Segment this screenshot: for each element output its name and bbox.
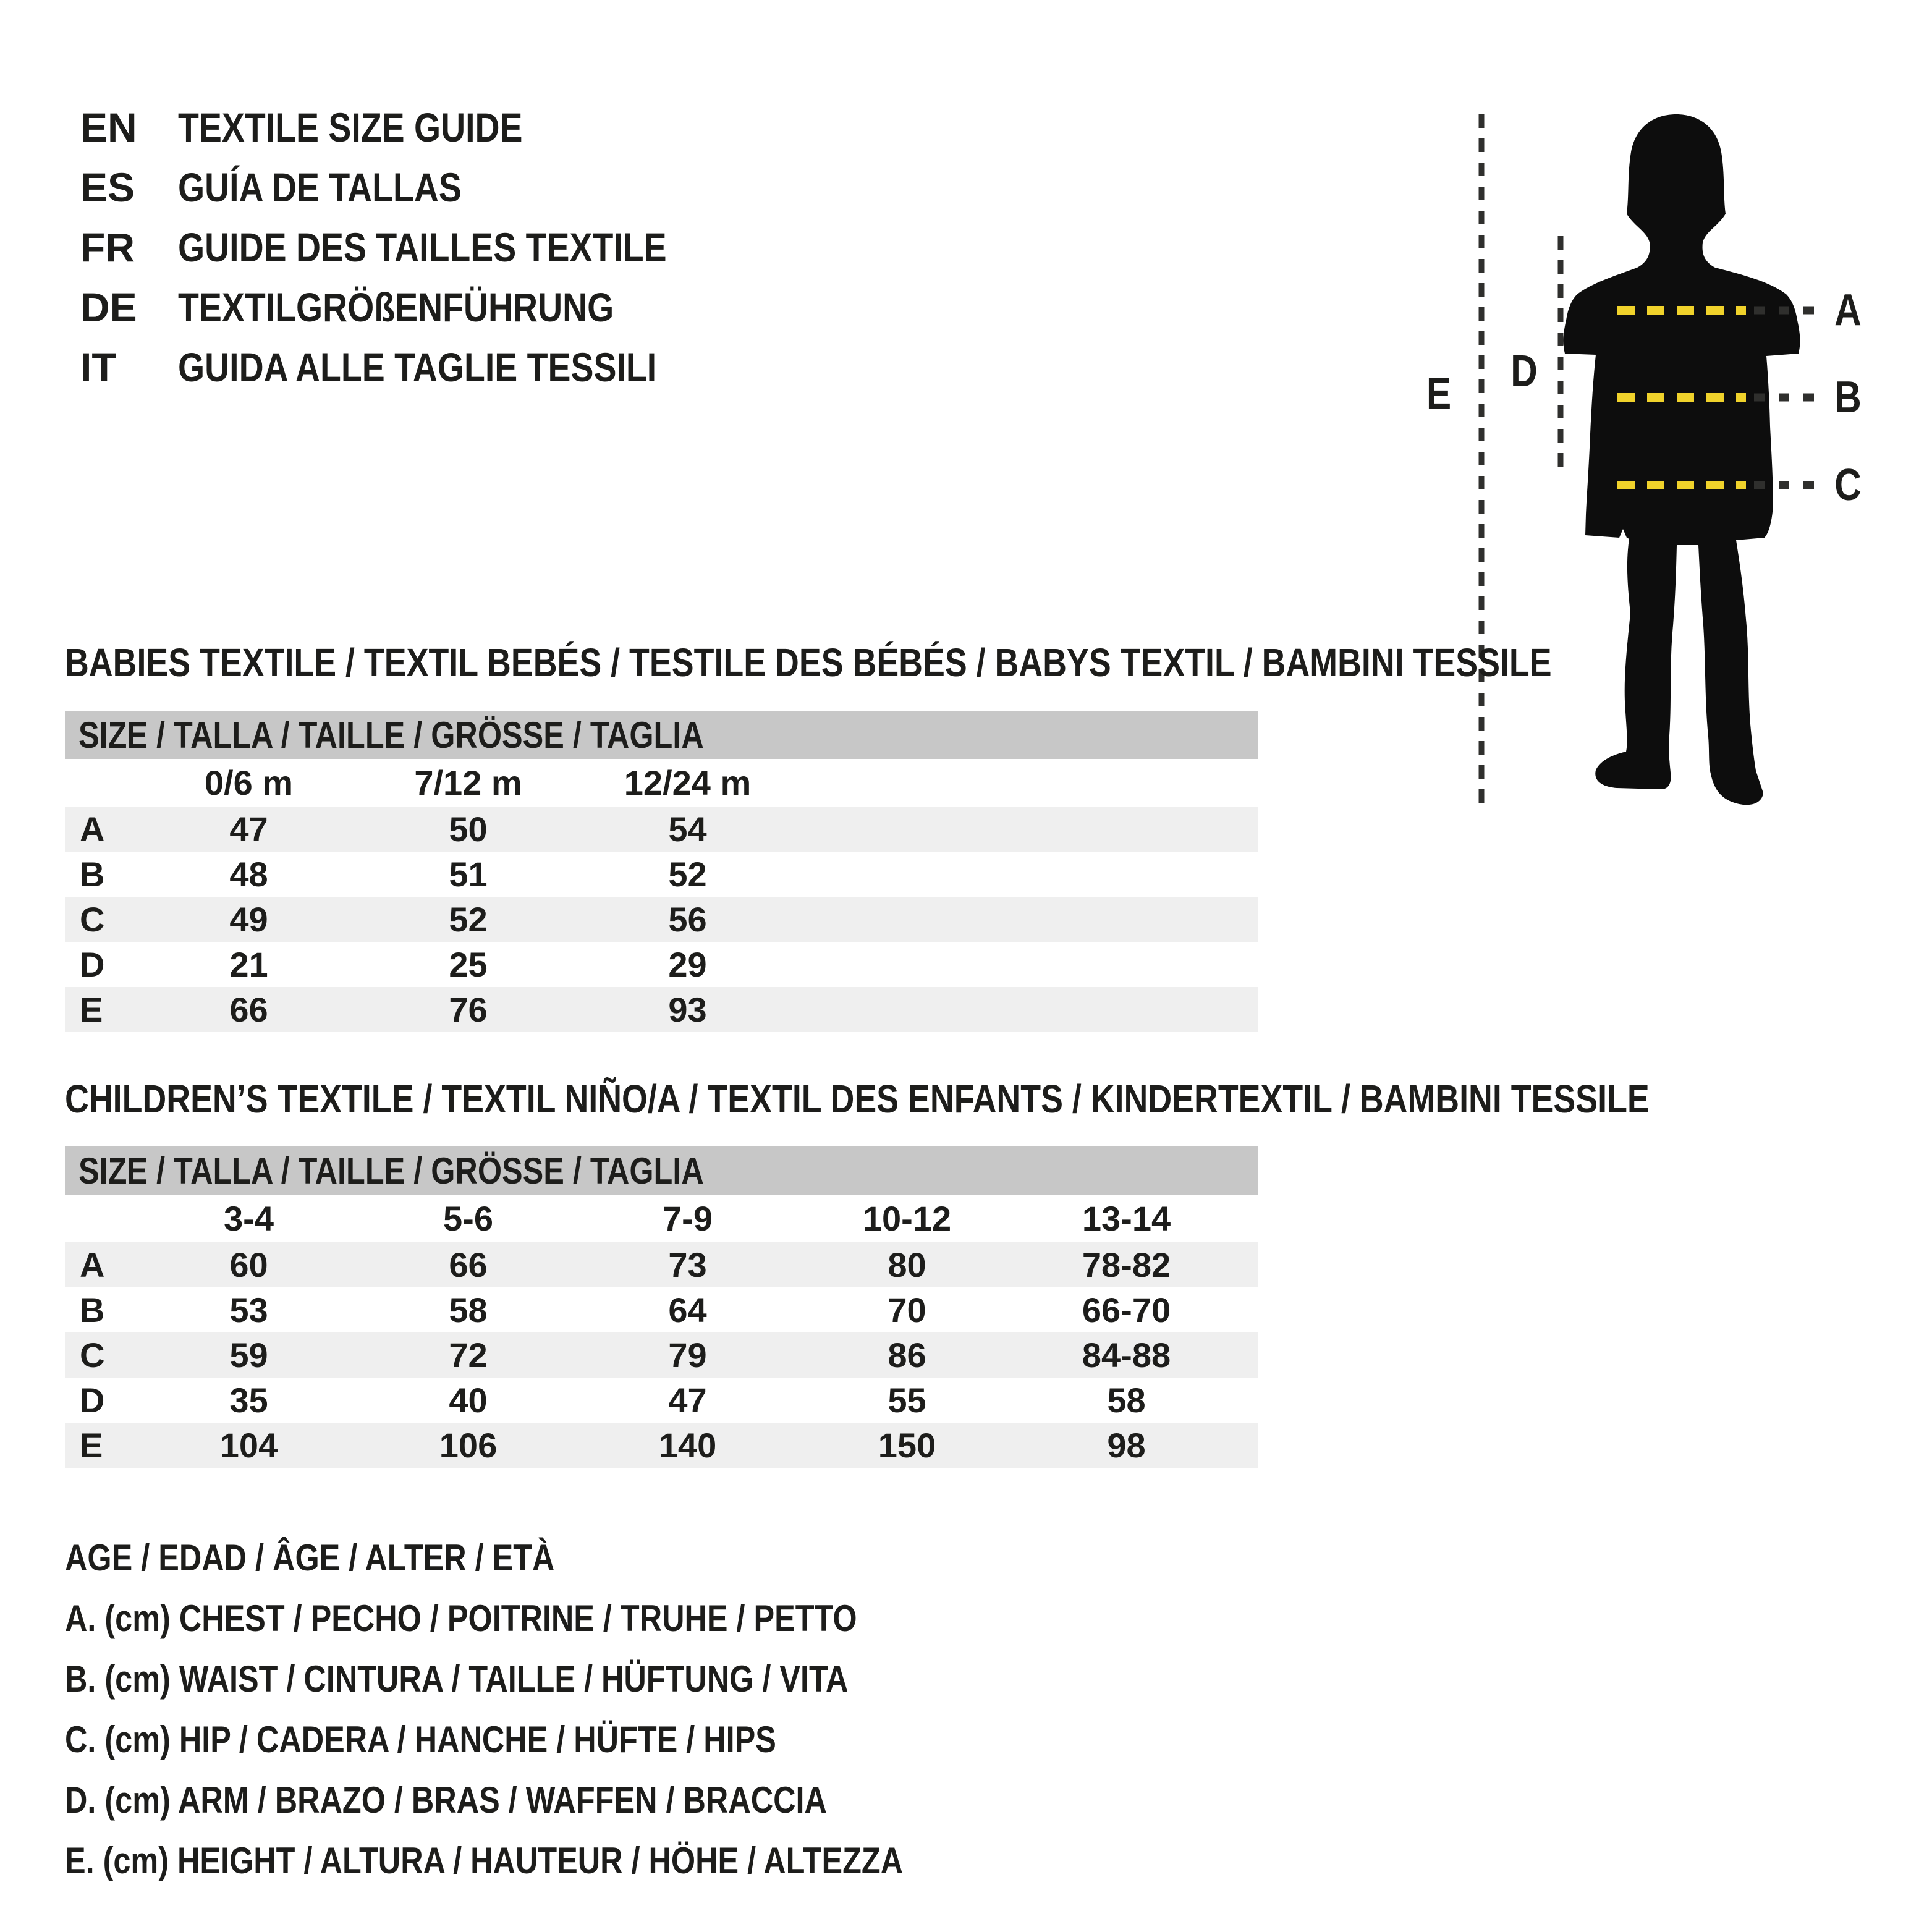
table-row: [65, 1287, 1258, 1332]
lang-row-de: [80, 277, 760, 337]
chest-label: A: [1834, 286, 1862, 335]
legend-age: AGE / EDAD / ÂGE / ALTER / ETÀ: [65, 1536, 555, 1578]
cell: 56: [578, 897, 797, 942]
cell: 55: [888, 1381, 926, 1420]
lang-title: GUIDE DES TAILLES TEXTILE: [178, 224, 667, 270]
row-label: E: [65, 1423, 139, 1468]
arm-label: D: [1510, 347, 1538, 396]
cell: 47: [139, 807, 358, 852]
babies-table: [65, 711, 1258, 1032]
column-header: 13-14: [1082, 1199, 1171, 1238]
cell: 70: [888, 1290, 926, 1329]
row-label: A: [65, 1242, 139, 1287]
table-row: [65, 1242, 1258, 1287]
cell: 78-82: [1017, 1242, 1236, 1287]
column-header: 7/12 m: [414, 763, 522, 802]
cell: 48: [229, 855, 268, 894]
row-label: B: [80, 855, 105, 894]
cell: 58: [449, 1290, 488, 1329]
table-row: [65, 987, 1258, 1032]
cell: 84-88: [1017, 1332, 1236, 1378]
lang-row-en: [80, 97, 760, 157]
cell: 66: [139, 987, 358, 1032]
cell: 80: [797, 1242, 1017, 1287]
cell: 52: [668, 855, 707, 894]
children-table: [65, 1146, 1258, 1468]
height-label: E: [1426, 369, 1452, 418]
lang-row-fr: [80, 217, 760, 277]
child-silhouette: [1564, 114, 1800, 805]
legend-chest: A. (cm) CHEST / PECHO / POITRINE / TRUHE / PETTO: [65, 1597, 857, 1639]
cell: 106: [358, 1423, 578, 1468]
cell: 52: [358, 897, 578, 942]
legend-waist: B. (cm) WAIST / CINTURA / TAILLE / HÜFTUNG / VITA: [65, 1658, 849, 1700]
children-size-header-row: [65, 1195, 1258, 1242]
lang-code: IT: [80, 344, 117, 390]
children-section-title: CHILDREN’S TEXTILE / TEXTIL NIÑO/A / TEXTIL DES ENFANTS / KINDERTEXTIL / BAMBINI TESSILE: [65, 1077, 1650, 1121]
legend-arm: D. (cm) ARM / BRAZO / BRAS / WAFFEN / BRACCIA: [65, 1779, 827, 1821]
babies-size-header-row: [65, 759, 1258, 807]
cell: 104: [139, 1423, 358, 1468]
legend-hip: C. (cm) HIP / CADERA / HANCHE / HÜFTE / HIPS: [65, 1718, 776, 1760]
lang-title: GUIDA ALLE TAGLIE TESSILI: [178, 344, 657, 390]
lang-code: FR: [80, 224, 135, 270]
cell: 51: [449, 855, 488, 894]
cell: 86: [797, 1332, 1017, 1378]
cell: 98: [1017, 1423, 1236, 1468]
cell: 66-70: [1082, 1290, 1171, 1329]
cell: 73: [578, 1242, 797, 1287]
cell: 79: [578, 1332, 797, 1378]
row-label: C: [65, 1332, 139, 1378]
lang-code: DE: [80, 284, 137, 330]
cell: 49: [139, 897, 358, 942]
column-header: 10-12: [862, 1199, 952, 1238]
lang-title: TEXTILE SIZE GUIDE: [178, 104, 523, 150]
column-header: 7-9: [663, 1199, 713, 1238]
cell: 72: [358, 1332, 578, 1378]
babies-section-title: BABIES TEXTILE / TEXTIL BEBÉS / TESTILE DES BÉBÉS / BABYS TEXTIL / BAMBINI TESSILE: [65, 640, 1552, 685]
table-row: [65, 1332, 1258, 1378]
cell: 76: [358, 987, 578, 1032]
babies-table-header-bar: SIZE / TALLA / TAILLE / GRÖSSE / TAGLIA: [65, 711, 1258, 759]
row-label: A: [65, 807, 139, 852]
cell: 25: [449, 945, 488, 984]
lang-code: EN: [80, 104, 137, 150]
cell: 150: [797, 1423, 1017, 1468]
cell: 50: [358, 807, 578, 852]
cell: 93: [578, 987, 797, 1032]
waist-label: B: [1834, 373, 1862, 422]
cell: 64: [668, 1290, 707, 1329]
cell: 29: [668, 945, 707, 984]
measurement-legend: [65, 1527, 1062, 1891]
column-header: 12/24 m: [624, 763, 752, 802]
lang-row-it: [80, 337, 760, 397]
row-label: E: [65, 987, 139, 1032]
cell: 59: [139, 1332, 358, 1378]
cell: 54: [578, 807, 797, 852]
row-label: D: [80, 1381, 105, 1420]
cell: 21: [229, 945, 268, 984]
table-row: [65, 1423, 1258, 1468]
cell: 47: [668, 1381, 707, 1420]
hip-label: C: [1834, 460, 1862, 510]
row-label: C: [65, 897, 139, 942]
column-header: 5-6: [443, 1199, 493, 1238]
cell: 53: [229, 1290, 268, 1329]
table-row: [65, 942, 1258, 987]
lang-code: ES: [80, 164, 135, 210]
language-guide: [80, 97, 760, 397]
measurement-figure: [1409, 93, 1932, 822]
lang-row-es: [80, 157, 760, 217]
lang-title: TEXTILGRÖßENFÜHRUNG: [178, 284, 614, 330]
cell: 58: [1107, 1381, 1146, 1420]
column-header: 0/6 m: [204, 763, 294, 802]
children-table-header-bar: SIZE / TALLA / TAILLE / GRÖSSE / TAGLIA: [65, 1146, 1258, 1195]
row-label: D: [80, 945, 105, 984]
cell: 40: [449, 1381, 488, 1420]
cell: 35: [229, 1381, 268, 1420]
table-row: [65, 807, 1258, 852]
table-row: [65, 852, 1258, 897]
column-header: 3-4: [224, 1199, 274, 1238]
table-row: [65, 1378, 1258, 1423]
cell: 66: [358, 1242, 578, 1287]
cell: 140: [578, 1423, 797, 1468]
row-label: B: [80, 1290, 105, 1329]
table-row: [65, 897, 1258, 942]
legend-height: E. (cm) HEIGHT / ALTURA / HAUTEUR / HÖHE / ALTEZZA: [65, 1839, 904, 1881]
lang-title: GUÍA DE TALLAS: [178, 164, 462, 210]
cell: 60: [139, 1242, 358, 1287]
